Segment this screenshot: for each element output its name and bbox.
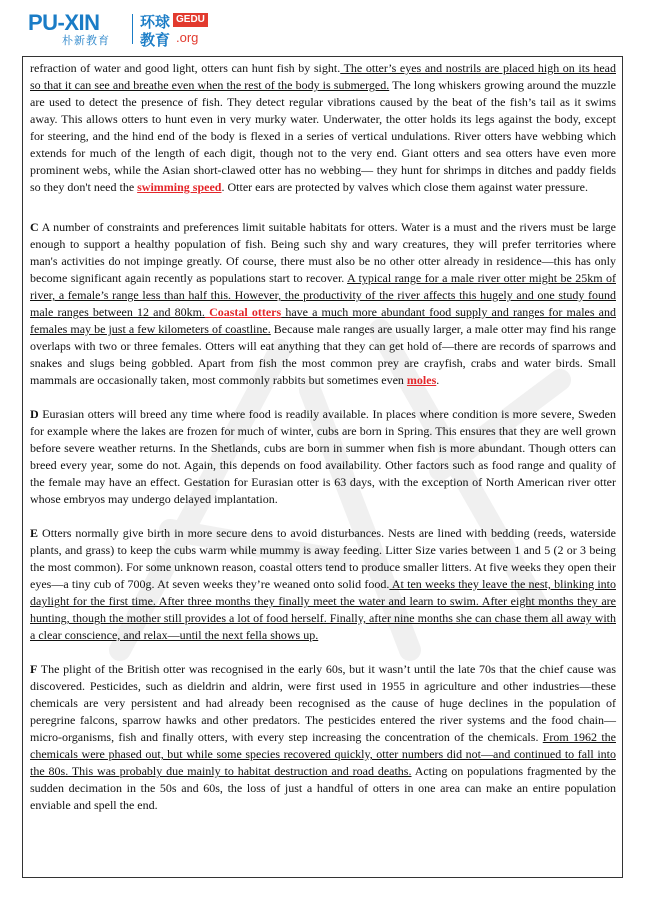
underlined-text: The otter’s eyes and nostrils are placed high on its head so that it can see and breathe even when the rest of the body is submerged. <box>30 61 616 92</box>
section-letter: F <box>30 662 38 676</box>
text-segment: refraction of water and good light, otters can hunt fish by sight. <box>30 61 341 75</box>
section-letter: E <box>30 526 39 540</box>
text-segment: Acting on populations fragmented by the sudden decimation in the 50s and 60s, the loss of just a handful of otters in one area can make an entire population enviable and spell the end. <box>30 764 616 812</box>
section-letter: D <box>30 407 39 421</box>
underlined-text: A typical range for a male river otter might be 25km of river, a female’s range less than half this. However, the productivity of the river affects this hugely and one study found male ranges between 12 and 80km. <box>30 271 616 319</box>
text-segment: Because male ranges are usually larger, a male otter may find his range overlaps with two or three females. Otters will eat anything that they can get hold of—there are records of sparrows and snakes and slugs being gobbled. Apart from fish the most common prey are crayfish, crabs and water birds. Small mammals are occasionally taken, most commonly rabbits but sometimes even <box>30 322 616 387</box>
paragraph-c <box>30 219 616 389</box>
paragraph-f <box>30 661 616 814</box>
gedu-logo <box>140 10 220 50</box>
underlined-text: At ten weeks they leave the nest, blinking into daylight for the first time. After three months they finally meet the water and learn to swim. After eight months they are hunting, though the mother still provides a lot of food herself. Finally, after nine months she can chase them all away with a clear conscience, and relax—until the next fella shows up. <box>30 577 617 642</box>
paragraph-b-continued <box>30 60 616 196</box>
section-letter: C <box>30 220 39 234</box>
text-segment: The long whiskers growing around the muzzle are used to detect the presence of fish. They detect regular vibrations caused by the beat of the fish’s tail as it swims away. This allows otters to hunt even in very murky water. Underwater, the otter holds its legs against the body, except for steering, and the hind end of the body is flexed in a series of vertical undulations. River otters have webbing which extends for much of the length of each digit, though not to the very end. Giant otters and sea otters have even more prominent webs, while the Asian short-clawed otter has no webbing— they hunt for shrimps in ditches and paddy fields so they don't need the <box>30 78 617 194</box>
text-segment: Otters normally give birth in more secure dens to avoid disturbances. Nests are lined with bedding (reeds, waterside plants, and grass) to keep the cubs warm while mummy is away feeding. Litter Size varies between 1 and 5 (2 or 3 being the most common). For some unknown reason, coastal otters tend to produce smaller litters. At five weeks they open their eyes—a tiny cub of 700g. At seven weeks they’re weaned onto solid food. <box>30 526 616 591</box>
highlighted-keyword: Coastal otters <box>204 305 282 319</box>
gedu-logo-line1: 环球 <box>140 13 171 31</box>
text-segment: Eurasian otters will breed any time where food is readily available. In places where condition is more severe, Sweden for example where the lakes are frozen for much of winter, cubs are born in Spring. This ensures that they are well grown before severe weather returns. In the Shetlands, cubs are born in summer when fish is more abundant. Though otters can breed every year, some do not. Again, this depends on food availability. Other factors such as food range and quality of the female may have an effect. Gestation for Eurasian otter is 63 days, with the exception of North American river otter whose embryos may undergo delayed implantation. <box>30 407 616 506</box>
gedu-logo-line2: 教育 <box>140 31 171 49</box>
text-segment: A number of constraints and preferences limit suitable habitats for otters. Water is a must and the rivers must be large enough to support a healthy population of fish. Being such shy and wary creatures, they will prefer territories where man's activities do not impinge greatly. Of course, there must also be no other otter already in residence—this has only become significant again recently as populations start to recover. <box>30 220 616 285</box>
paragraph-d <box>30 406 616 508</box>
puxin-logo-subtext: 朴新教育 <box>62 34 110 47</box>
highlighted-keyword: moles <box>406 373 437 387</box>
gedu-org-text: .org <box>176 30 199 45</box>
logo-divider <box>132 14 133 44</box>
underlined-text: have a much more abundant food supply and ranges for males and females may be just a few kilometers of coastline. <box>30 305 617 336</box>
gedu-badge: GEDU <box>173 13 208 27</box>
page-header <box>28 10 628 50</box>
puxin-logo-text: PU-XIN <box>28 10 100 35</box>
article-body <box>30 60 616 831</box>
text-segment: The plight of the British otter was recognised in the early 60s, but it wasn’t until the late 70s that the chief cause was discovered. Pesticides, such as dieldrin and aldrin, were first used in 1955 in agriculture and other industries—these chemicals are very persistent and had already been recognised as the cause of huge declines in the population of peregrine falcons, sparrow hawks and other predators. The pesticides entered the river systems and the food chain—micro-organisms, fish and finally otters, with every step increasing the concentration of the chemicals. <box>30 662 616 744</box>
underlined-text: From 1962 the chemicals were phased out, but while some species recovered quickly, otter numbers did not—and continued to fall into the 80s. This was probably due mainly to habitat destruction and road deaths. <box>30 730 616 778</box>
paragraph-e <box>30 525 616 644</box>
highlighted-keyword: swimming speed <box>137 180 222 194</box>
puxin-logo <box>28 12 123 48</box>
text-segment: . <box>436 373 440 387</box>
text-segment: . Otter ears are protected by valves which close them against water pressure. <box>221 180 589 194</box>
